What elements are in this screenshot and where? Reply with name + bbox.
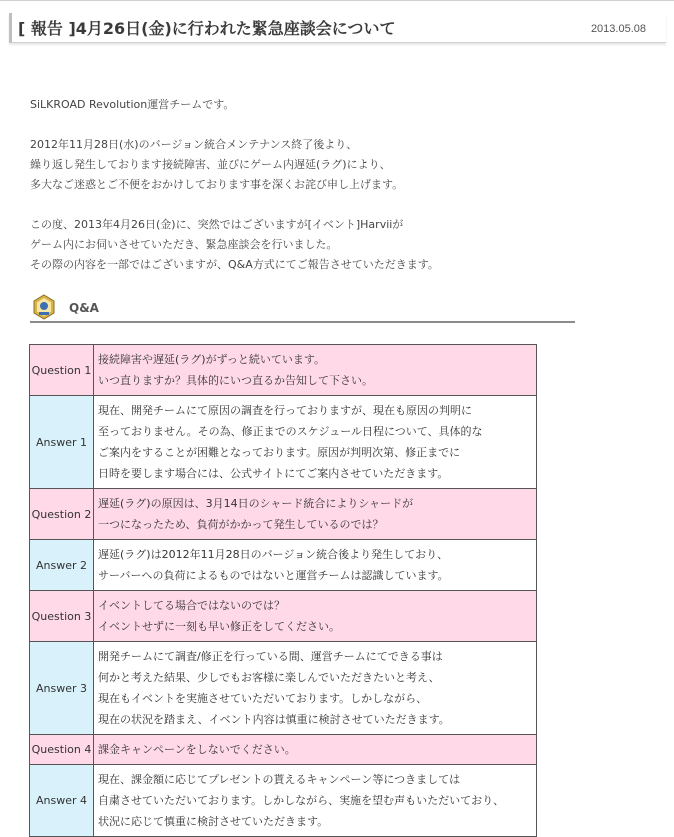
answer-row xyxy=(30,540,537,591)
answer-text xyxy=(94,540,537,591)
text-line: 自粛させていただいております。しかしながら、実施を望む声もいただいており、 xyxy=(98,794,505,807)
top-divider xyxy=(0,0,674,1)
qa-section-rule xyxy=(30,321,575,323)
question-label: Question 1 xyxy=(30,345,94,396)
text-line: 開発チームにて調査/修正を行っている間、運営チームにてできる事は xyxy=(98,650,443,663)
intro-line: SiLKROAD Revolution運営チームです。 xyxy=(30,98,235,111)
text-line: ご案内をすることが困難となっております。原因が判明次第、修正までに xyxy=(98,446,461,459)
answer-row xyxy=(30,642,537,735)
intro-line: 2012年11月28日(水)のバージョン統合メンテナンス終了後より、 xyxy=(30,138,358,151)
text-line: サーバーへの負荷によるものではないと運営チームは認識しています。 xyxy=(98,569,449,582)
text-line: 何かと考えた結果、少しでもお客様に楽しんでいただきたいと考え、 xyxy=(98,671,440,684)
qa-table xyxy=(29,344,537,837)
question-label: Question 3 xyxy=(30,591,94,642)
article-header xyxy=(9,13,666,43)
intro-line: 多大なご迷惑とご不便をおかけしております事を深くお詫び申し上げます。 xyxy=(30,178,404,191)
question-label: Question 2 xyxy=(30,489,94,540)
question-row xyxy=(30,489,537,540)
answer-row xyxy=(30,396,537,489)
intro-line: その際の内容を一部ではございますが、Q&A方式にてご報告させていただきます。 xyxy=(30,258,439,271)
question-row xyxy=(30,735,537,765)
question-text xyxy=(94,735,537,765)
qa-emblem-icon xyxy=(30,293,58,321)
qa-table-body xyxy=(30,345,537,837)
intro-line: 繰り返し発生しております接続障害、並びにゲーム内遅延(ラグ)により、 xyxy=(30,158,391,171)
answer-label: Answer 2 xyxy=(30,540,94,591)
text-line: 接続障害や遅延(ラグ)がずっと続いています。 xyxy=(98,353,326,366)
question-row xyxy=(30,345,537,396)
intro-paragraph xyxy=(30,215,630,275)
qa-section-title: Q&A xyxy=(69,301,99,315)
text-line: 遅延(ラグ)は2012年11月28日のバージョン統合後より発生しており、 xyxy=(98,548,449,561)
text-line: 遅延(ラグ)の原因は、3月14日のシャード統合によりシャードが xyxy=(98,497,414,510)
text-line: イベントせずに一刻も早い修正をしてください。 xyxy=(98,620,340,633)
text-line: 日時を要します場合には、公式サイトにてご案内させていただきます。 xyxy=(98,467,449,480)
text-line: いつ直りますか？具体的にいつ直るか告知して下さい。 xyxy=(98,374,373,387)
answer-text xyxy=(94,765,537,837)
question-text xyxy=(94,489,537,540)
intro-line: ゲーム内にお伺いさせていただき、緊急座談会を行いました。 xyxy=(30,238,338,251)
text-line: 状況に応じて慎重に検討させていただきます。 xyxy=(98,815,329,828)
text-line: 一つになったため、負荷がかかって発生しているのでは？ xyxy=(98,518,384,531)
intro-paragraph xyxy=(30,95,630,115)
answer-text xyxy=(94,642,537,735)
text-line: 現在、開発チームにて原因の調査を行っておりますが、現在も原因の判明に xyxy=(98,404,472,417)
answer-row xyxy=(30,765,537,837)
question-row xyxy=(30,591,537,642)
answer-label: Answer 4 xyxy=(30,765,94,837)
question-text xyxy=(94,345,537,396)
answer-text xyxy=(94,396,537,489)
text-line: 至っておりません。その為、修正までのスケジュール日程について、具体的な xyxy=(98,425,483,438)
page-title: [ 報告 ]4月26日(金)に行われた緊急座談会について xyxy=(18,19,396,38)
question-label: Question 4 xyxy=(30,735,94,765)
intro-line: この度、2013年4月26日(金)に、突然ではございますが[イベント]Harviiが xyxy=(30,218,404,231)
qa-section-header xyxy=(30,293,575,325)
text-line: イベントしてる場合ではないのでは？ xyxy=(98,599,285,612)
text-line: 現在の状況を踏まえ、イベント内容は慎重に検討させていただきます。 xyxy=(98,713,450,726)
text-line: 現在、課金額に応じてプレゼントの貰えるキャンペーン等につきましては xyxy=(98,773,461,786)
text-line: 現在もイベントを実施させていただいております。しかしながら、 xyxy=(98,692,428,705)
intro-paragraph xyxy=(30,135,630,195)
text-line: 課金キャンペーンをしないでください。 xyxy=(98,743,296,756)
intro-text xyxy=(30,95,630,295)
question-text xyxy=(94,591,537,642)
answer-label: Answer 3 xyxy=(30,642,94,735)
post-date: 2013.05.08 xyxy=(590,23,646,35)
answer-label: Answer 1 xyxy=(30,396,94,489)
